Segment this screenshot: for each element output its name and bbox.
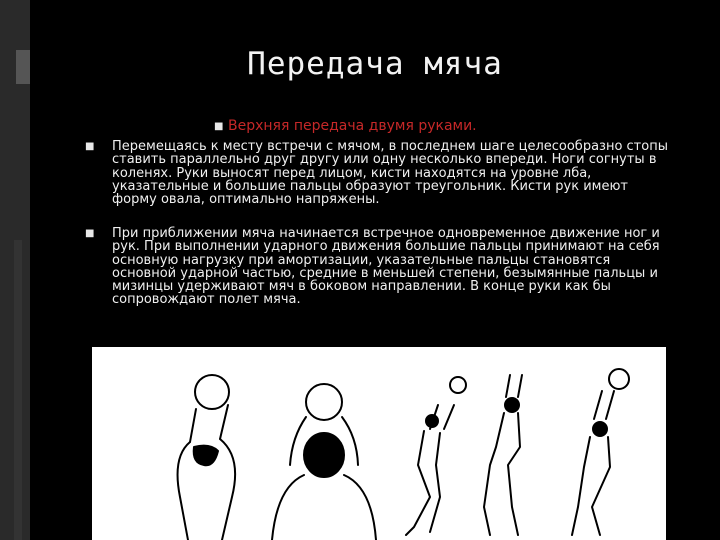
ball-icon: [450, 377, 466, 393]
leg-outline: [508, 413, 520, 535]
leg-outline: [592, 437, 610, 535]
leg-outline: [572, 437, 590, 535]
slide-title: Передача мяча: [247, 46, 503, 82]
body-outline: [272, 475, 376, 540]
ball-icon: [609, 369, 629, 389]
head-shape: [505, 398, 519, 412]
slide-subtitle: Верхняя передача двумя руками.: [228, 118, 477, 134]
body-outline: [178, 442, 190, 540]
leg-outline: [430, 433, 440, 532]
arm-outline: [594, 391, 614, 419]
volleyball-pass-illustration: [92, 347, 666, 540]
head-shape: [426, 415, 438, 427]
body-outline: [220, 439, 235, 540]
ball-icon: [306, 384, 342, 420]
arm-outline: [190, 405, 228, 442]
decor-block: [14, 240, 22, 540]
head-shape: [593, 422, 607, 436]
square-bullet-icon: ■: [85, 141, 95, 152]
head-shape: [304, 433, 344, 477]
paragraph-text: При приближении мяча начинается встречное одновременное движение ног и рук. При выполнении ударного движения большие пальцы принимают на себя основную нагрузку при амортизации, указательные пальцы становятся основной ударной частью, средние в меньшей степени, безымянные пальцы и мизинцы удерживают мяч в боковом направлении. В конце руки как бы сопровождают полет мяча.: [112, 226, 660, 308]
arm-outline: [506, 375, 522, 397]
head-shape: [194, 446, 218, 466]
ball-icon: [195, 375, 229, 409]
leg-outline: [406, 431, 430, 535]
subtitle-row: [214, 118, 477, 134]
square-bullet-icon: ■: [85, 228, 95, 239]
bullet-paragraph: [85, 139, 670, 208]
square-bullet-icon: ■: [214, 120, 224, 132]
illustration-panel: [92, 347, 666, 540]
bullet-paragraph: [85, 226, 670, 308]
leg-outline: [484, 413, 504, 535]
paragraph-text: Перемещаясь к месту встречи с мячом, в последнем шаге целесообразно стопы ставить параллельно друг другу или одну несколько впереди. Ноги согнуты в коленях. Руки выносят перед лицом, кисти находятся на уровне лба, указательные и большие пальцы образуют треугольник. Кисти рук имеют форму овала, оптимально напряжены.: [112, 139, 668, 208]
